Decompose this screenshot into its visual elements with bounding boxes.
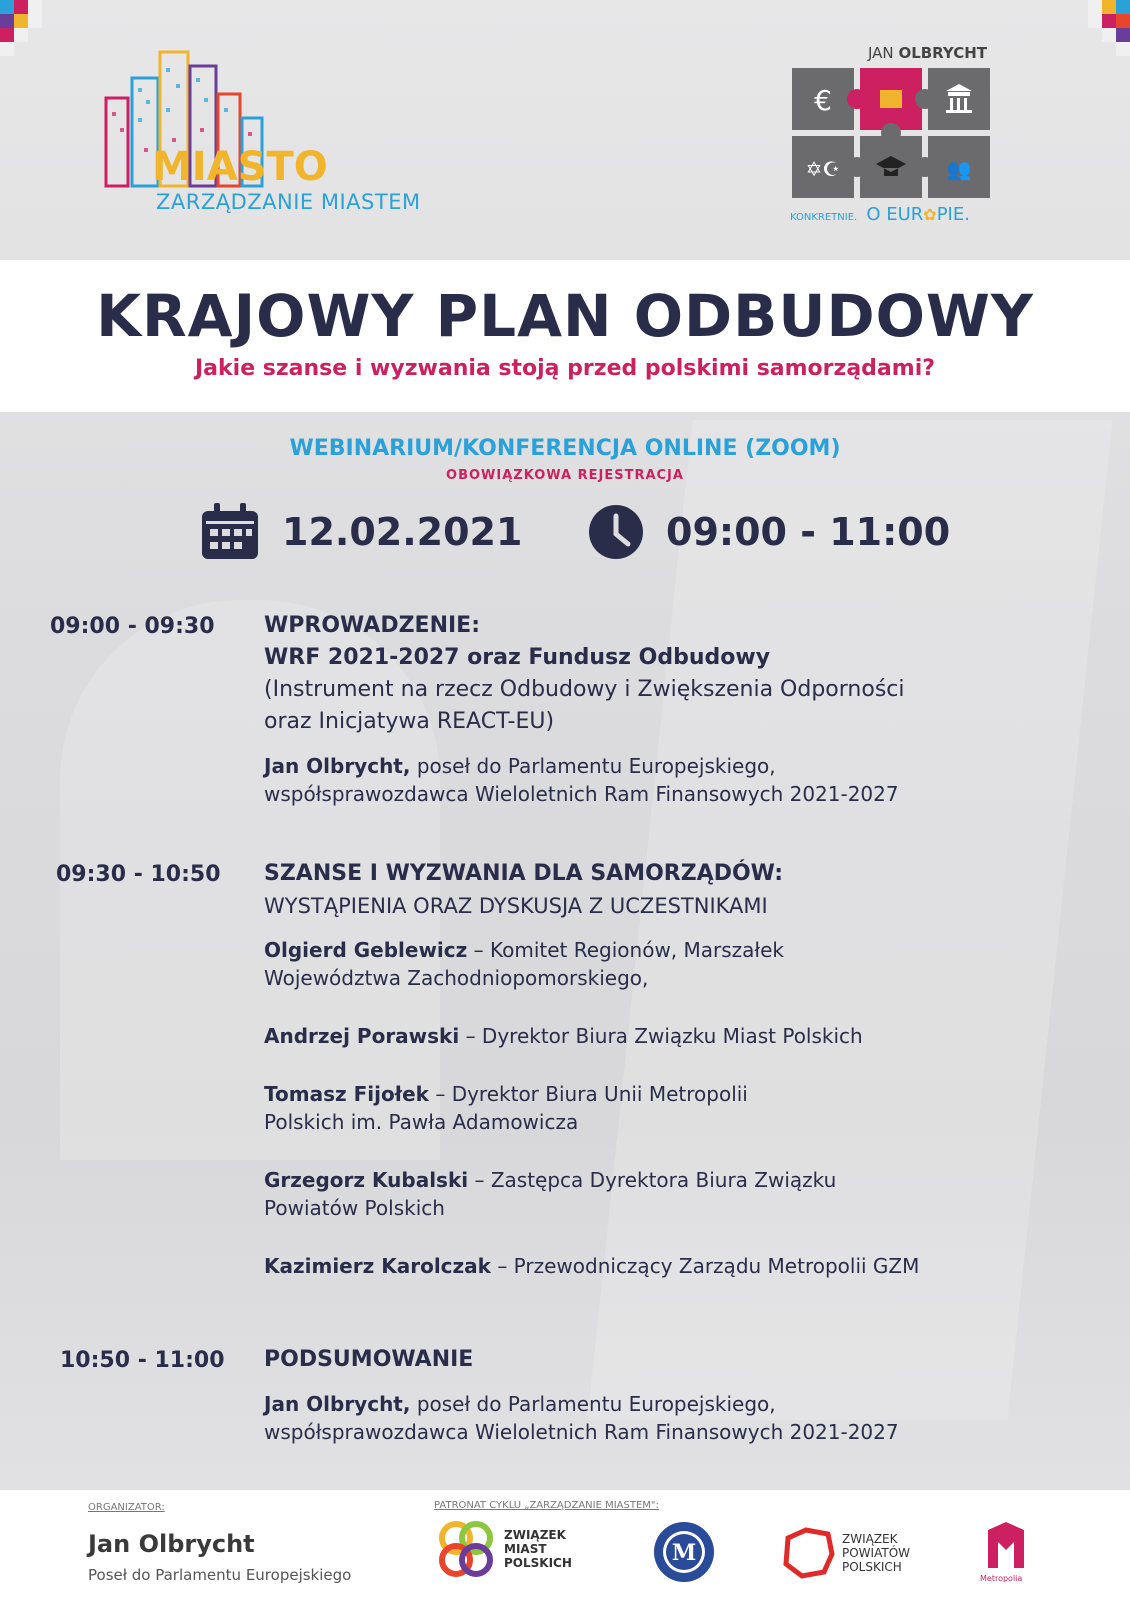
miasto-word: MIASTO — [152, 144, 328, 190]
slot-heading: WPROWADZENIE: — [264, 613, 481, 638]
logo-name — [868, 44, 987, 62]
event-date-value: 12.02.2021 — [282, 510, 523, 554]
zpp-text-line: POWIATÓW — [842, 1546, 911, 1560]
svg-text:👥: 👥 — [946, 157, 972, 181]
speaker-name: Jan Olbrycht, — [264, 754, 411, 778]
patron-metropolia-logo — [978, 1520, 1038, 1590]
speaker-name: Olgierd Geblewicz — [264, 938, 468, 962]
patron-zpp-logo — [780, 1520, 940, 1584]
zpp-text — [842, 1532, 910, 1574]
speaker-role: – Dyrektor Biura Związku Miast Polskich — [459, 1024, 863, 1048]
event-date — [200, 500, 522, 564]
slot-content — [264, 610, 1104, 808]
logo-name-last: OLBRYCHT — [898, 44, 988, 62]
metropolia-text: Metropolia — [980, 1574, 1023, 1583]
miasto-logo — [100, 48, 480, 218]
svg-text:M: M — [671, 1540, 697, 1566]
speaker-name: Kazimierz Karolczak — [264, 1254, 491, 1278]
clock-icon — [588, 504, 644, 560]
slot-heading: oraz Inicjatywa REACT-EU) — [264, 709, 555, 734]
patronage-label: PATRONAT CYKLU „ZARZĄDZANIE MIASTEM": — [434, 1500, 659, 1511]
zpp-text-line: POLSKICH — [842, 1560, 902, 1574]
svg-text:✡☪: ✡☪ — [805, 157, 841, 181]
slot-time: 09:30 - 10:50 — [56, 862, 221, 887]
patron-zmp-logo — [434, 1518, 594, 1588]
logo-slogan — [790, 204, 970, 225]
footer — [0, 1490, 1130, 1600]
event-type: WEBINARIUM/KONFERENCJA ONLINE (ZOOM) — [289, 436, 841, 461]
speaker-role: – Przewodniczący Zarządu Metropolii GZM — [490, 1254, 920, 1278]
calendar-icon — [200, 503, 260, 561]
speaker — [264, 752, 1104, 808]
slot-heading: PODSUMOWANIE — [264, 1347, 474, 1372]
event-time-value: 09:00 - 11:00 — [666, 510, 951, 554]
logo-slogan-big-b: PIE. — [936, 204, 970, 225]
speaker-role: współsprawozdawca Wieloletnich Ram Finansowych 2021-2027 — [264, 1420, 899, 1444]
metropolia-m-icon — [984, 1520, 1028, 1570]
speaker-role: – Zastępca Dyrektora Biura Związku — [468, 1168, 837, 1192]
organizer-label: ORGANIZATOR: — [88, 1502, 165, 1513]
speaker-name: Grzegorz Kubalski — [264, 1168, 469, 1192]
zmp-rings-icon — [434, 1518, 498, 1582]
slot-content — [264, 1344, 1104, 1446]
puzzle-icon — [790, 66, 994, 202]
speaker — [264, 1080, 1104, 1136]
speaker-role: Województwa Zachodniopomorskiego, — [264, 966, 649, 990]
registration-required: OBOWIĄZKOWA REJESTRACJA — [446, 468, 684, 483]
zpp-text-line: ZWIĄZEK — [842, 1532, 898, 1546]
speaker-role: Powiatów Polskich — [264, 1196, 445, 1220]
organizer-name: Jan Olbrycht — [88, 1530, 255, 1558]
svg-text:€: € — [814, 84, 832, 117]
metropolie-seal-icon — [652, 1520, 716, 1584]
slot-time: 09:00 - 09:30 — [50, 614, 215, 639]
logo-name-first: JAN — [868, 44, 894, 62]
zmp-text — [504, 1528, 572, 1570]
slot-content — [264, 858, 1104, 1280]
subtitle: Jakie szanse i wyzwania stoją przed polskimi samorządami? — [194, 356, 935, 381]
slot-time: 10:50 - 11:00 — [60, 1348, 225, 1373]
slot-heading: SZANSE I WYZWANIA DLA SAMORZĄDÓW: — [264, 861, 784, 886]
slot-heading: (Instrument na rzecz Odbudowy i Zwiększenia Odporności — [264, 677, 905, 702]
speaker-name: Jan Olbrycht, — [264, 1392, 411, 1416]
olbrycht-logo — [790, 40, 1010, 225]
speaker-role: – Komitet Regionów, Marszałek — [467, 938, 784, 962]
speaker — [264, 1166, 1104, 1222]
zmp-text-line: ZWIĄZEK — [504, 1528, 566, 1542]
main-title: KRAJOWY PLAN ODBUDOWY — [96, 282, 1034, 350]
corner-decoration-top-right — [1074, 0, 1130, 56]
speaker — [264, 1390, 1104, 1446]
logo-slogan-big-a: O EUR — [866, 204, 924, 225]
speaker-role: – Dyrektor Biura Unii Metropolii — [428, 1082, 748, 1106]
zmp-text-line: POLSKICH — [504, 1556, 572, 1570]
organizer-role: Poseł do Parlamentu Europejskiego — [88, 1566, 352, 1584]
speaker-name: Andrzej Porawski — [264, 1024, 460, 1048]
speaker-role: Polskich im. Pawła Adamowicza — [264, 1110, 579, 1134]
title-band — [0, 260, 1130, 412]
eu-stars-icon: ✿ — [923, 205, 937, 224]
speaker — [264, 1022, 1104, 1050]
event-time — [588, 500, 950, 564]
speaker-name: Tomasz Fijołek — [264, 1082, 429, 1106]
zmp-text-line: MIAST — [504, 1542, 547, 1556]
miasto-tagline: ZARZĄDZANIE MIASTEM — [156, 190, 421, 214]
speaker — [264, 1252, 1104, 1280]
slot-heading: WRF 2021-2027 oraz Fundusz Odbudowy — [264, 645, 771, 670]
speaker-role: poseł do Parlamentu Europejskiego, — [410, 1392, 776, 1416]
speaker-role: poseł do Parlamentu Europejskiego, — [410, 754, 776, 778]
speaker — [264, 936, 1104, 992]
zpp-poland-icon — [780, 1524, 836, 1580]
speaker-role: współsprawozdawca Wieloletnich Ram Finansowych 2021-2027 — [264, 782, 899, 806]
slot-subheading: WYSTĄPIENIA ORAZ DYSKUSJA Z UCZESTNIKAMI — [264, 894, 768, 918]
corner-decoration-top-left — [0, 0, 56, 56]
logo-slogan-small: KONKRETNIE. — [790, 212, 858, 223]
